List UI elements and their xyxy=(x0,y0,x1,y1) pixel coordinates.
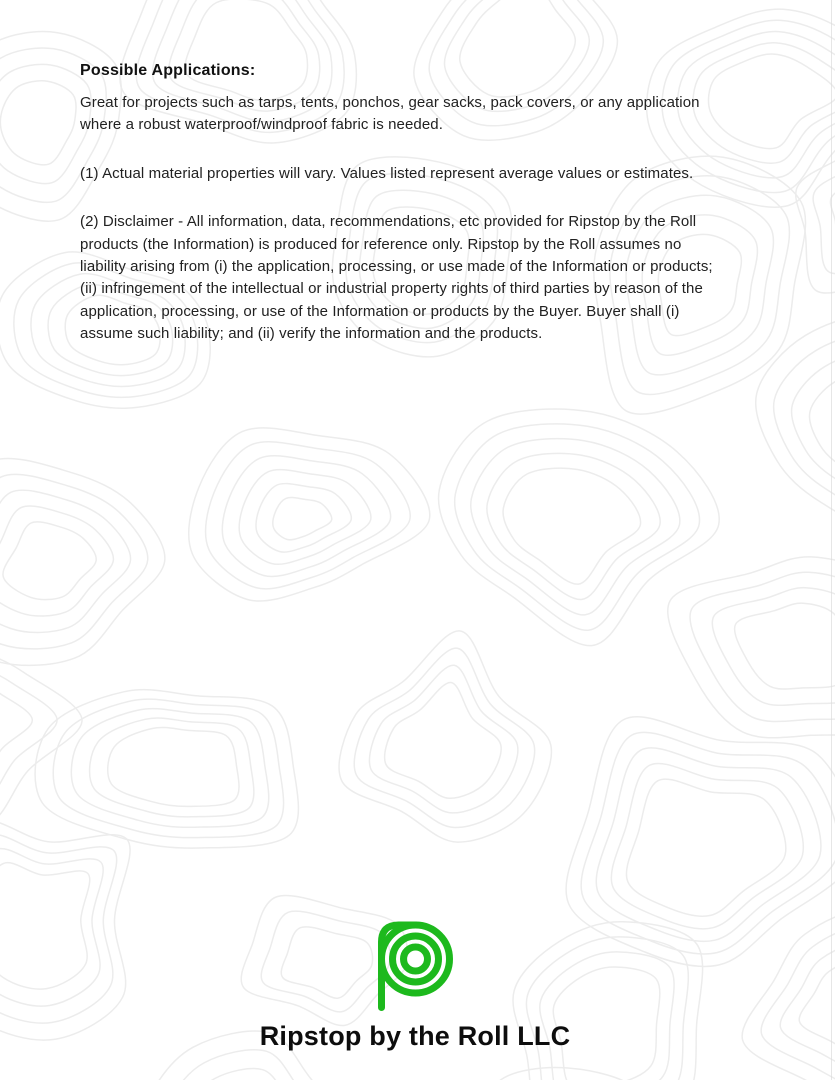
logo-middle-ring xyxy=(392,936,438,982)
logo-inner-ring xyxy=(403,947,427,971)
page-edge-line xyxy=(831,0,832,1080)
ripstop-rolled-p-logo-icon xyxy=(374,921,457,1013)
applications-paragraph xyxy=(80,92,713,137)
text-line: application, processing, or use of the Information or products by the Buyer. Buyer shall (i) xyxy=(80,302,680,320)
text-line: (ii) infringement of the intellectual or industrial property rights of third parties by reason of the xyxy=(80,280,703,298)
logo-container xyxy=(374,921,457,1013)
text-line: products (the Information) is produced for reference only. Ripstop by the Roll assumes no xyxy=(80,235,682,253)
body-text-block xyxy=(80,61,713,372)
text-line: assume such liability; and (ii) verify the information and the products. xyxy=(80,325,543,343)
possible-applications-heading: Possible Applications: xyxy=(80,62,256,79)
text-line: Great for projects such as tarps, tents, ponchos, gear sacks, pack covers, or any application xyxy=(80,94,700,111)
footnote-1-paragraph xyxy=(80,163,713,185)
footnote-2-disclaimer-paragraph xyxy=(80,211,713,345)
text-line: liability arising from (i) the application, processing, or use made of the Information or products; xyxy=(80,258,713,276)
text-line: where a robust waterproof/windproof fabric is needed. xyxy=(80,116,443,134)
footer xyxy=(0,921,830,1052)
text-line: (1) Actual material properties will vary. Values listed represent average values or estimates. xyxy=(80,164,694,182)
company-name: Ripstop by the Roll LLC xyxy=(259,1021,571,1051)
text-line: (2) Disclaimer - All information, data, recommendations, etc provided for Ripstop by the Roll xyxy=(80,213,697,231)
